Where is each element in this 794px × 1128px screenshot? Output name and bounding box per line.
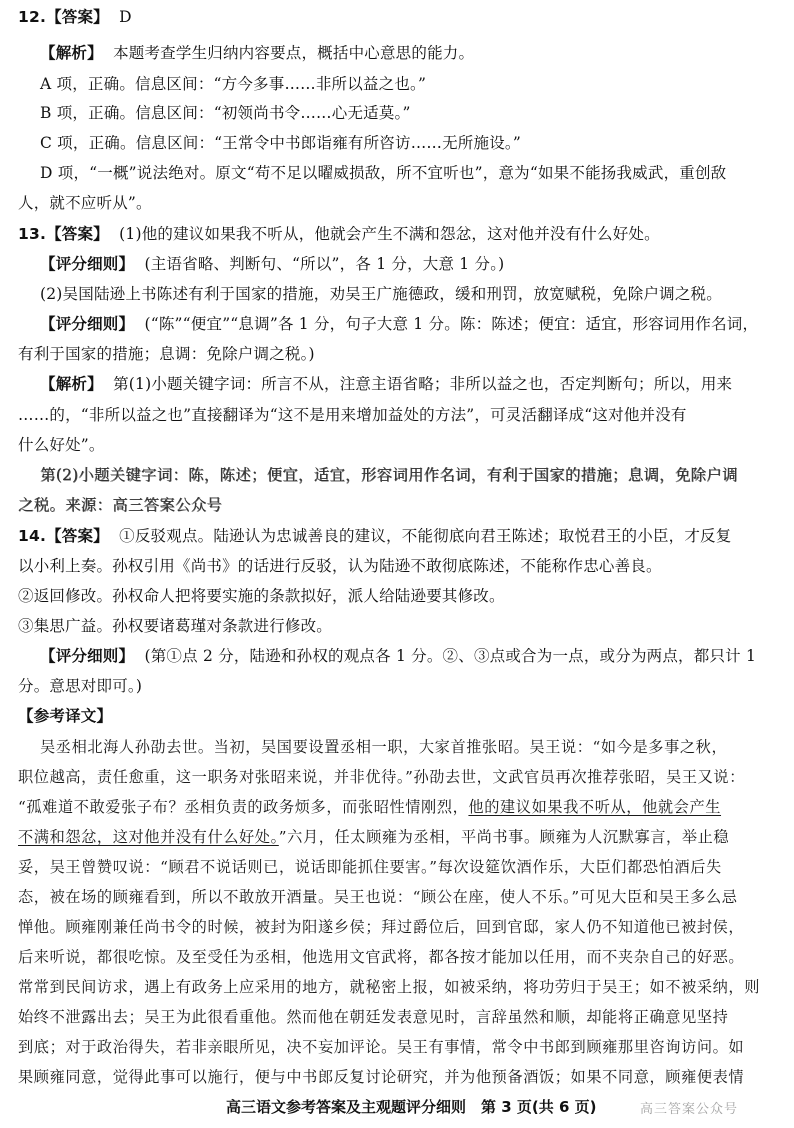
q13-analysis-1: 第(1)小题关键字词：所言不从，注意主语省略；非所以益之也，否定判断句；所以，用来 (113, 375, 733, 393)
q12-number: 12. (18, 8, 47, 26)
q14-rubric-cont: 分。意思对即可。) (18, 677, 143, 695)
q12-option-b: B 项，正确。信息区间：“初领尚书令……心无适莫。” (40, 104, 411, 122)
rubric-tag: 【评分细则】 (40, 255, 135, 273)
translation-line: 果顾雍同意，觉得此事可以施行，便与中书郎反复讨论研究，并为他预备酒饭；如果不同意，顾雍便表情 (18, 1068, 745, 1086)
q14-number: 14. (18, 527, 47, 545)
analysis-tag: 【解析】 (40, 375, 103, 393)
translation-text: “孤难道不敢爱张子布？丞相负责的政务烦多，而张昭性情刚烈， (18, 798, 469, 816)
q12-answer-line (18, 6, 776, 28)
q14-point-1-cont: 以小利上奏。孙权引用《尚书》的话进行反驳，认为陆逊不敢彻底陈述，不能称作忠心善良。 (18, 557, 662, 575)
footer-text: 高三语文参考答案及主观题评分细则 第 3 页(共 6 页) (226, 1098, 597, 1116)
translation-line (18, 796, 776, 818)
q13-rubric-1-line (40, 253, 776, 275)
rubric-tag: 【评分细则】 (40, 647, 135, 665)
q13-answer-1: (1)他的建议如果我不听从，他就会产生不满和怨忿，这对他并没有什么好处。 (119, 225, 660, 243)
q13-rubric-2-line (40, 313, 776, 335)
q13-analysis-line (40, 373, 776, 395)
q14-answer-line (18, 525, 776, 547)
q13-rubric-2-cont: 有利于国家的措施；息调：免除户调之税。) (18, 345, 315, 363)
page-footer (0, 1096, 794, 1120)
q13-number: 13. (18, 225, 47, 243)
translation-line: 态，被在场的顾雍看到，所以不敢放开酒量。吴王也说：“顾公在座，使人不乐。”可见大臣和吴王多么忌 (18, 888, 738, 906)
q13-answer-line (18, 223, 776, 245)
q12-option-a: A 项，正确。信息区间：“方今多事……非所以益之也。” (40, 75, 427, 93)
answer-tag: 【答案】 (46, 225, 109, 243)
footer-watermark: 高三答案公众号 (640, 1102, 739, 1117)
q14-rubric-line (40, 645, 776, 667)
q12-option-c: C 项，正确。信息区间：“王常令中书郎诣雍有所咨访……无所施设。” (40, 134, 521, 152)
q12-answer: D (119, 8, 132, 26)
q14-point-1: ①反驳观点。陆逊认为忠诚善良的建议，不能彻底向君王陈述；取悦君王的小臣，才反复 (119, 527, 732, 545)
q13-analysis-5: 之税。来源：高三答案公众号 (18, 496, 223, 514)
q13-analysis-3: 什么好处”。 (18, 436, 105, 454)
underlined-translation: 不满和怨忿，这对他并没有什么好处。 (18, 828, 279, 846)
q13-analysis-4: 第(2)小题关键字词：陈，陈述；便宜，适宜，形容词用作名词，有利于国家的措施；息调，免除户调 (40, 466, 738, 484)
translation-line: 妥，吴王曾赞叹说：“顾君不说话则已，说话即能抓住要害。”每次设筵饮酒作乐，大臣们都恐怕酒后失 (18, 858, 722, 876)
translation-line: 职位越高，责任愈重，这一职务对张昭来说，并非优待。”孙劭去世，文武官员再次推荐张昭，吴王又说： (18, 768, 745, 786)
q12-analysis: 本题考查学生归纳内容要点，概括中心意思的能力。 (113, 44, 475, 62)
q13-answer-2: (2)吴国陆逊上书陈述有利于国家的措施，劝吴王广施德政，缓和刑罚，放宽赋税，免除户调之税。 (40, 285, 722, 303)
q13-rubric-1: (主语省略、判断句、“所以”，各 1 分，大意 1 分。) (144, 255, 505, 273)
q14-point-2: ②返回修改。孙权命人把将要实施的条款拟好，派人给陆逊要其修改。 (18, 587, 505, 605)
translation-line: 吴丞相北海人孙劭去世。当初，吴国要设置丞相一职，大家首推张昭。吴王说：“如今是多事之秋， (40, 738, 728, 756)
underlined-translation: 他的建议如果我不听从，他就会产生 (468, 798, 722, 816)
q12-option-d-cont: 人，就不应听从”。 (18, 194, 152, 212)
translation-line: 惮他。顾雍刚兼任尚书令的时候，被封为阳遂乡侯；拜过爵位后，回到官邸，家人仍不知道他已被封侯， (18, 918, 745, 936)
answer-tag: 【答案】 (46, 8, 109, 26)
q13-analysis-2: ……的，“非所以益之也”直接翻译为“这不是用来增加益处的方法”，可灵活翻译成“这对他并没有 (18, 406, 687, 424)
answer-tag: 【答案】 (46, 527, 109, 545)
rubric-tag: 【评分细则】 (40, 315, 135, 333)
translation-line: 常常到民间访求，遇上有政务上应采用的地方，就秘密上报，如被采纳，将功劳归于吴王；如不被采纳，则 (18, 978, 761, 996)
q12-analysis-line (40, 42, 776, 64)
q13-rubric-2: (“陈”“便宜”“息调”各 1 分，句子大意 1 分。陈：陈述；便宜：适宜，形容词用作名词， (144, 315, 759, 333)
q14-point-3: ③集思广益。孙权要诸葛瑾对条款进行修改。 (18, 617, 333, 635)
q12-option-d: D 项，“一概”说法绝对。原文“苟不足以曜威损敌，所不宜听也”，意为“如果不能扬我威武，重创敌 (40, 164, 727, 182)
translation-line: 后来听说，都很吃惊。及至受任为丞相，他选用文官武将，都各按才能加以任用，而不夹杂自己的好恶。 (18, 948, 745, 966)
translation-heading: 【参考译文】 (18, 707, 113, 725)
q14-rubric-1: (第①点 2 分，陆逊和孙权的观点各 1 分。②、③点或合为一点，或分为两点，都只计 1 (144, 647, 757, 665)
translation-text: ”六月，任太顾雍为丞相，平尚书事。顾雍为人沉默寡言，举止稳 (278, 828, 730, 846)
translation-line: 始终不泄露出去；吴王为此很看重他。然而他在朝廷发表意见时，言辞虽然和顺，却能将正确意见坚持 (18, 1008, 729, 1026)
analysis-tag: 【解析】 (40, 44, 103, 62)
translation-line (18, 826, 776, 848)
translation-line: 到底；对于政治得失，若非亲眼所见，决不妄加评论。吴王有事情，常令中书郎到顾雍那里咨询访问。如 (18, 1038, 745, 1056)
